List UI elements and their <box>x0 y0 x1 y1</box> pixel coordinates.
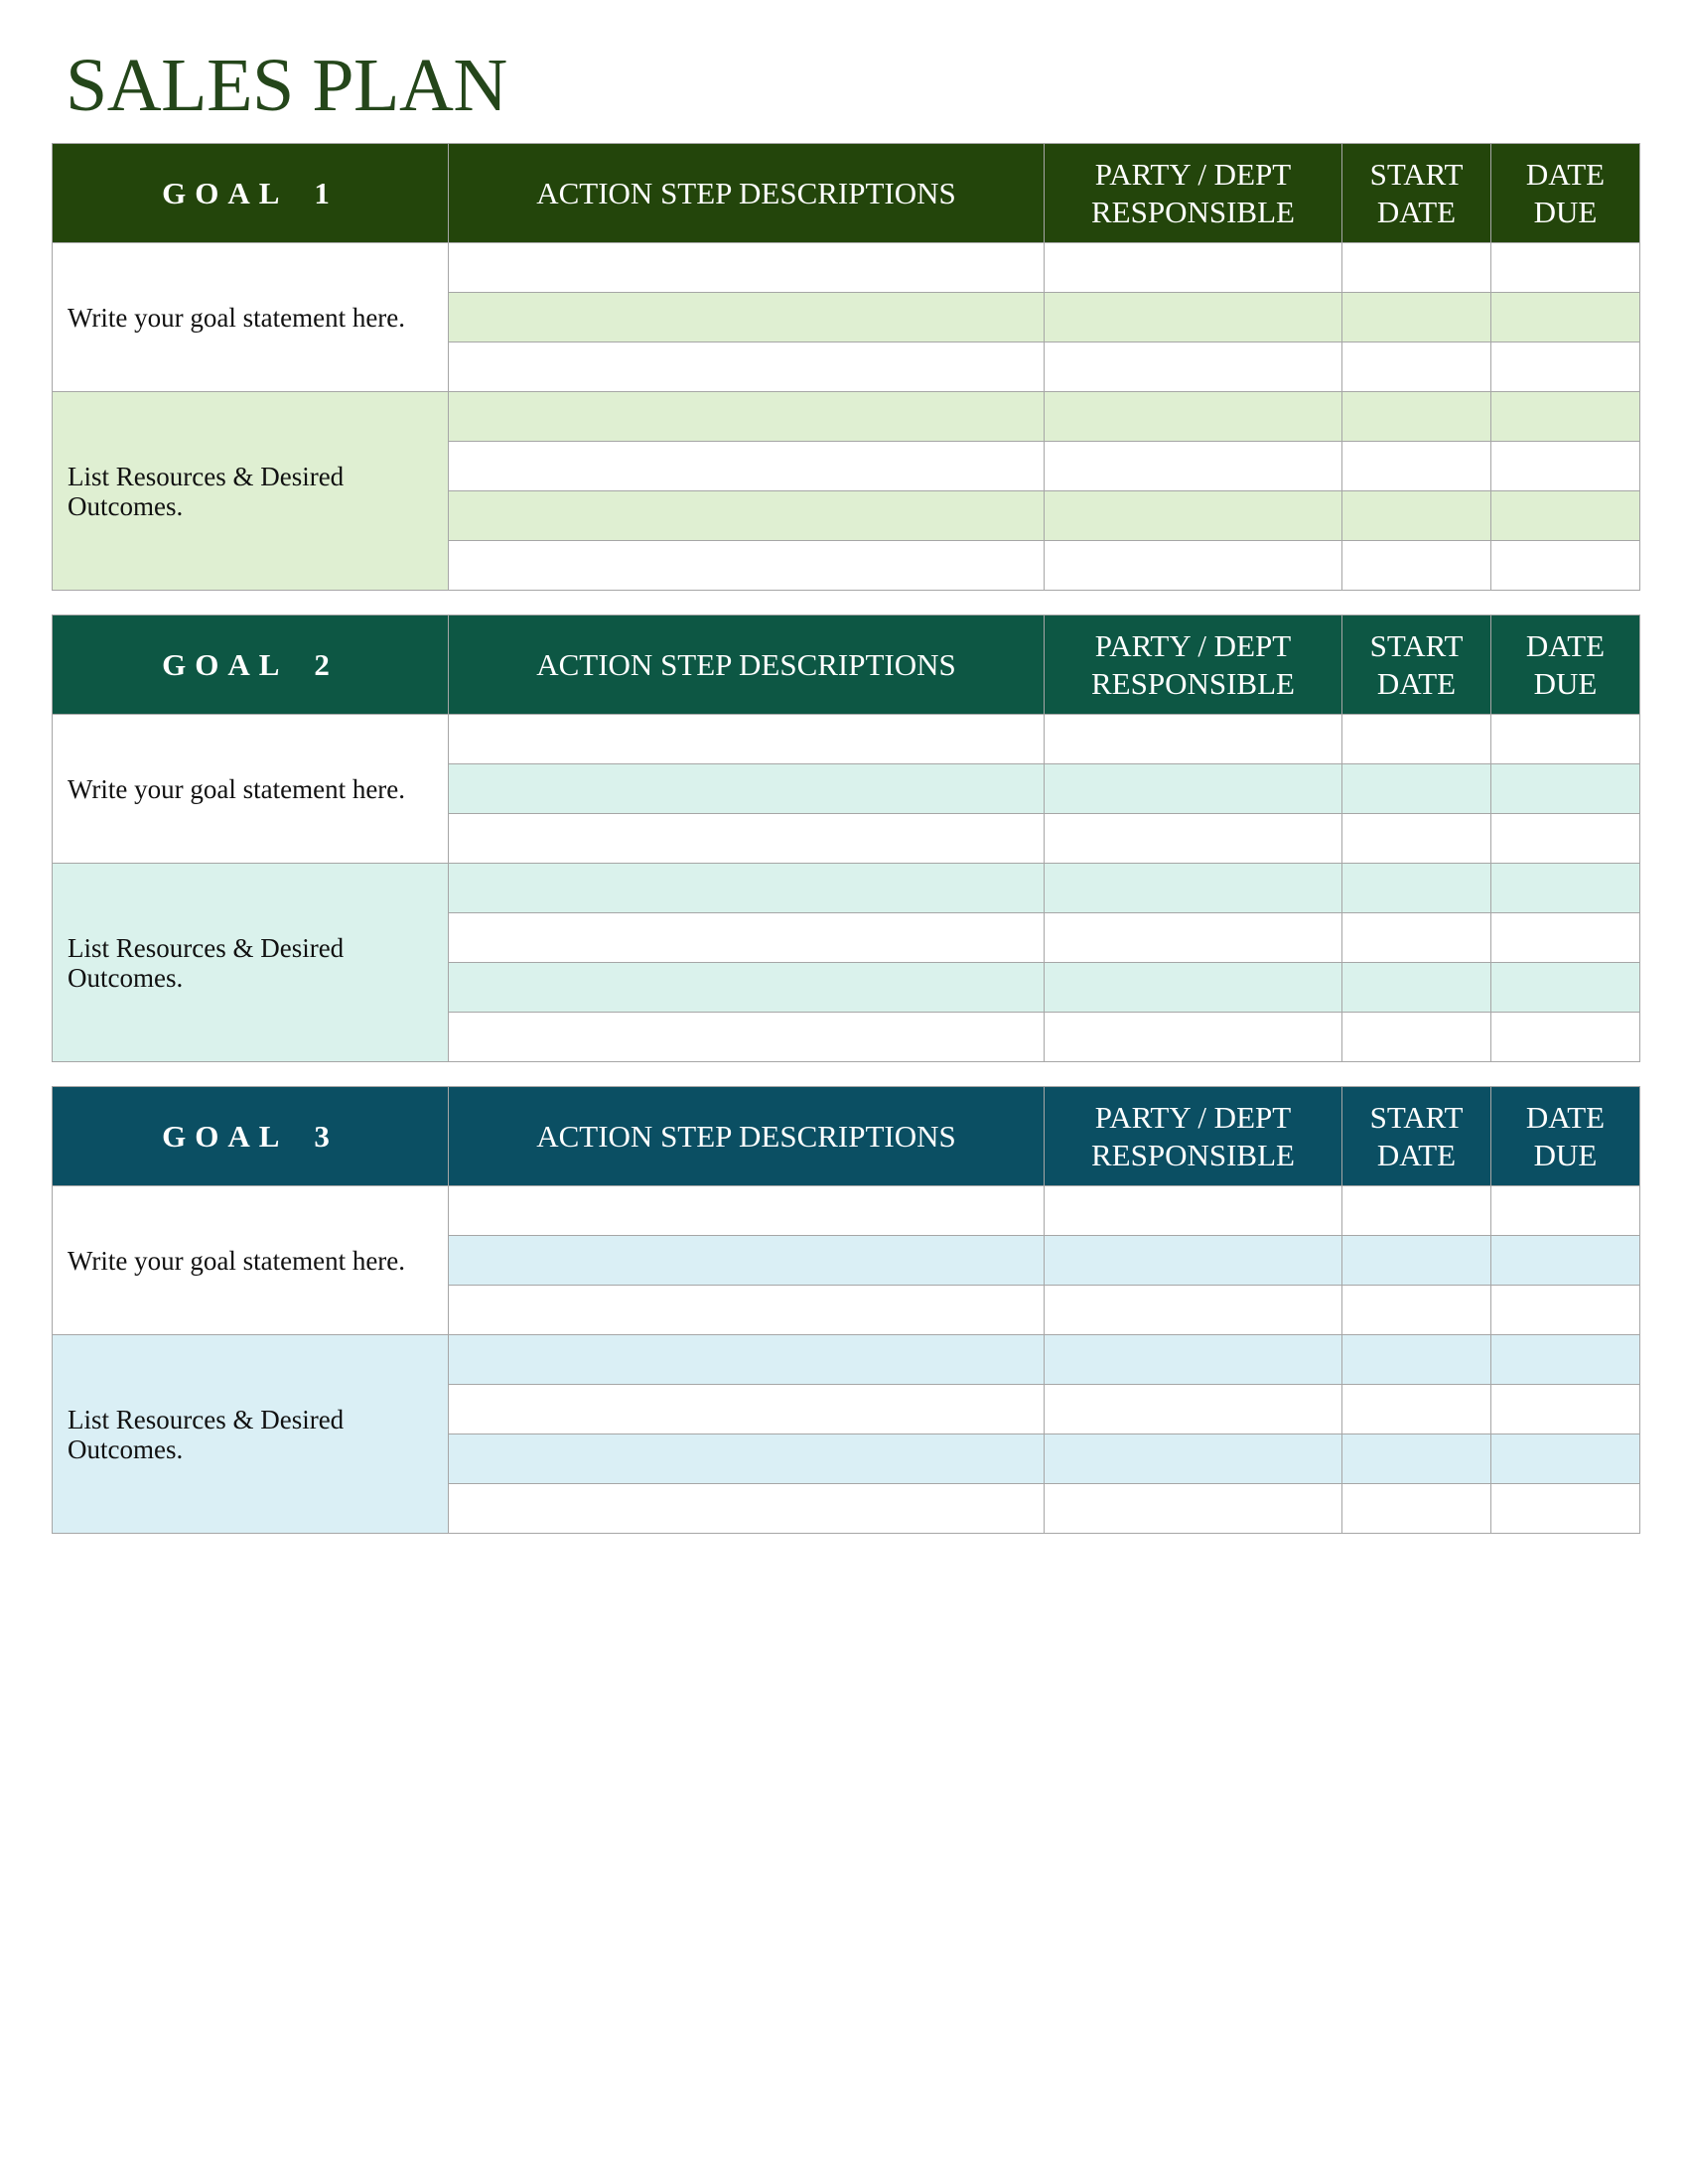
date-due-header-line1: DATE <box>1525 156 1606 192</box>
goal-table-2 <box>52 614 1640 1062</box>
action-step-cell[interactable] <box>449 243 1045 293</box>
action-step-header-label: ACTION STEP DESCRIPTIONS <box>536 175 956 210</box>
party-dept-cell[interactable] <box>1045 342 1342 392</box>
start-date-cell[interactable] <box>1342 764 1491 814</box>
date-due-cell[interactable] <box>1491 1484 1640 1534</box>
party-dept-cell[interactable] <box>1045 442 1342 491</box>
action-step-header <box>449 1087 1045 1186</box>
start-date-cell[interactable] <box>1342 715 1491 764</box>
date-due-cell[interactable] <box>1491 442 1640 491</box>
start-date-header-line1: START <box>1369 1099 1464 1135</box>
action-step-header-label: ACTION STEP DESCRIPTIONS <box>536 646 956 682</box>
start-date-header-line1: START <box>1369 156 1464 192</box>
date-due-header-line2: DUE <box>1533 194 1598 229</box>
party-dept-cell[interactable] <box>1045 1286 1342 1335</box>
start-date-cell[interactable] <box>1342 1335 1491 1385</box>
party-dept-cell[interactable] <box>1045 1484 1342 1534</box>
date-due-header <box>1491 144 1640 243</box>
party-dept-cell[interactable] <box>1045 963 1342 1013</box>
start-date-cell[interactable] <box>1342 1013 1491 1062</box>
goal-label-word: GOAL <box>162 646 289 682</box>
page-title: SALES PLAN <box>66 44 507 127</box>
action-step-cell[interactable] <box>449 1385 1045 1434</box>
action-step-cell[interactable] <box>449 764 1045 814</box>
party-dept-cell[interactable] <box>1045 814 1342 864</box>
start-date-cell[interactable] <box>1342 913 1491 963</box>
party-dept-cell[interactable] <box>1045 1186 1342 1236</box>
start-date-cell[interactable] <box>1342 1286 1491 1335</box>
start-date-cell[interactable] <box>1342 1186 1491 1236</box>
goal-header-row <box>53 615 1640 715</box>
date-due-cell[interactable] <box>1491 243 1640 293</box>
action-step-cell[interactable] <box>449 342 1045 392</box>
action-step-header-label: ACTION STEP DESCRIPTIONS <box>536 1118 956 1154</box>
action-row <box>53 864 1640 913</box>
goal-label <box>53 1087 449 1186</box>
goal-statement-cell[interactable]: Write your goal statement here. <box>53 1186 449 1335</box>
party-dept-cell[interactable] <box>1045 1013 1342 1062</box>
date-due-cell[interactable] <box>1491 913 1640 963</box>
date-due-cell[interactable] <box>1491 963 1640 1013</box>
date-due-cell[interactable] <box>1491 392 1640 442</box>
party-dept-cell[interactable] <box>1045 243 1342 293</box>
date-due-cell[interactable] <box>1491 1286 1640 1335</box>
action-step-cell[interactable] <box>449 293 1045 342</box>
goal-header-row <box>53 1087 1640 1186</box>
start-date-header-line1: START <box>1369 627 1464 663</box>
start-date-cell[interactable] <box>1342 491 1491 541</box>
action-step-cell[interactable] <box>449 913 1045 963</box>
start-date-cell[interactable] <box>1342 1236 1491 1286</box>
action-row <box>53 243 1640 293</box>
goal-number: 1 <box>314 175 339 210</box>
start-date-header-line2: DATE <box>1376 665 1457 701</box>
start-date-header <box>1342 144 1491 243</box>
action-step-header <box>449 144 1045 243</box>
party-dept-cell[interactable] <box>1045 1434 1342 1484</box>
party-dept-header-line2: RESPONSIBLE <box>1091 1137 1295 1172</box>
date-due-cell[interactable] <box>1491 814 1640 864</box>
date-due-cell[interactable] <box>1491 491 1640 541</box>
date-due-cell[interactable] <box>1491 1335 1640 1385</box>
goal-header-row <box>53 144 1640 243</box>
start-date-cell[interactable] <box>1342 293 1491 342</box>
action-step-cell[interactable] <box>449 541 1045 591</box>
party-dept-cell[interactable] <box>1045 392 1342 442</box>
party-dept-header-line1: PARTY / DEPT <box>1094 627 1292 663</box>
goal-table-3 <box>52 1086 1640 1534</box>
action-step-cell[interactable] <box>449 1236 1045 1286</box>
party-dept-cell[interactable] <box>1045 715 1342 764</box>
action-step-cell[interactable] <box>449 814 1045 864</box>
date-due-header <box>1491 1087 1640 1186</box>
date-due-cell[interactable] <box>1491 293 1640 342</box>
date-due-cell[interactable] <box>1491 1385 1640 1434</box>
party-dept-cell[interactable] <box>1045 1385 1342 1434</box>
start-date-cell[interactable] <box>1342 541 1491 591</box>
goal-label <box>53 615 449 715</box>
action-step-cell[interactable] <box>449 715 1045 764</box>
start-date-header <box>1342 615 1491 715</box>
party-dept-header-line1: PARTY / DEPT <box>1094 156 1292 192</box>
action-step-cell[interactable] <box>449 864 1045 913</box>
start-date-cell[interactable] <box>1342 864 1491 913</box>
start-date-cell[interactable] <box>1342 342 1491 392</box>
resources-outcomes-cell[interactable]: List Resources & Desired Outcomes. <box>53 1335 449 1534</box>
party-dept-cell[interactable] <box>1045 491 1342 541</box>
party-dept-header <box>1045 1087 1342 1186</box>
date-due-header-line2: DUE <box>1533 665 1598 701</box>
goal-label <box>53 144 449 243</box>
action-step-cell[interactable] <box>449 1013 1045 1062</box>
party-dept-header-line2: RESPONSIBLE <box>1091 194 1295 229</box>
date-due-cell[interactable] <box>1491 864 1640 913</box>
start-date-header <box>1342 1087 1491 1186</box>
action-row <box>53 392 1640 442</box>
goal-statement-cell[interactable]: Write your goal statement here. <box>53 243 449 392</box>
start-date-cell[interactable] <box>1342 814 1491 864</box>
action-step-cell[interactable] <box>449 1484 1045 1534</box>
action-step-cell[interactable] <box>449 392 1045 442</box>
start-date-cell[interactable] <box>1342 392 1491 442</box>
date-due-cell[interactable] <box>1491 541 1640 591</box>
party-dept-cell[interactable] <box>1045 293 1342 342</box>
start-date-header-line2: DATE <box>1376 1137 1457 1172</box>
action-row <box>53 715 1640 764</box>
party-dept-header-line2: RESPONSIBLE <box>1091 665 1295 701</box>
start-date-cell[interactable] <box>1342 963 1491 1013</box>
start-date-header-line2: DATE <box>1376 194 1457 229</box>
party-dept-cell[interactable] <box>1045 864 1342 913</box>
action-step-cell[interactable] <box>449 1186 1045 1236</box>
start-date-cell[interactable] <box>1342 442 1491 491</box>
start-date-cell[interactable] <box>1342 1484 1491 1534</box>
action-step-cell[interactable] <box>449 1335 1045 1385</box>
goal-number: 3 <box>314 1118 339 1154</box>
action-step-cell[interactable] <box>449 442 1045 491</box>
resources-outcomes-cell[interactable]: List Resources & Desired Outcomes. <box>53 864 449 1062</box>
date-due-header <box>1491 615 1640 715</box>
goal-table-1 <box>52 143 1640 591</box>
date-due-cell[interactable] <box>1491 1186 1640 1236</box>
start-date-cell[interactable] <box>1342 1385 1491 1434</box>
action-step-header <box>449 615 1045 715</box>
date-due-cell[interactable] <box>1491 715 1640 764</box>
goal-number: 2 <box>314 646 339 682</box>
date-due-cell[interactable] <box>1491 1236 1640 1286</box>
goal-label-word: GOAL <box>162 1118 289 1154</box>
date-due-cell[interactable] <box>1491 1013 1640 1062</box>
party-dept-cell[interactable] <box>1045 541 1342 591</box>
party-dept-cell[interactable] <box>1045 764 1342 814</box>
party-dept-header-line1: PARTY / DEPT <box>1094 1099 1292 1135</box>
date-due-header-line1: DATE <box>1525 627 1606 663</box>
party-dept-cell[interactable] <box>1045 1236 1342 1286</box>
action-step-cell[interactable] <box>449 1434 1045 1484</box>
goal-statement-cell[interactable]: Write your goal statement here. <box>53 715 449 864</box>
party-dept-header <box>1045 615 1342 715</box>
action-step-cell[interactable] <box>449 1286 1045 1335</box>
date-due-cell[interactable] <box>1491 1434 1640 1484</box>
party-dept-header <box>1045 144 1342 243</box>
party-dept-cell[interactable] <box>1045 913 1342 963</box>
date-due-header-line2: DUE <box>1533 1137 1598 1172</box>
start-date-cell[interactable] <box>1342 243 1491 293</box>
resources-outcomes-cell[interactable]: List Resources & Desired Outcomes. <box>53 392 449 591</box>
date-due-header-line1: DATE <box>1525 1099 1606 1135</box>
action-step-cell[interactable] <box>449 491 1045 541</box>
date-due-cell[interactable] <box>1491 764 1640 814</box>
party-dept-cell[interactable] <box>1045 1335 1342 1385</box>
action-row <box>53 1335 1640 1385</box>
date-due-cell[interactable] <box>1491 342 1640 392</box>
action-row <box>53 1186 1640 1236</box>
action-step-cell[interactable] <box>449 963 1045 1013</box>
goal-label-word: GOAL <box>162 175 289 210</box>
start-date-cell[interactable] <box>1342 1434 1491 1484</box>
